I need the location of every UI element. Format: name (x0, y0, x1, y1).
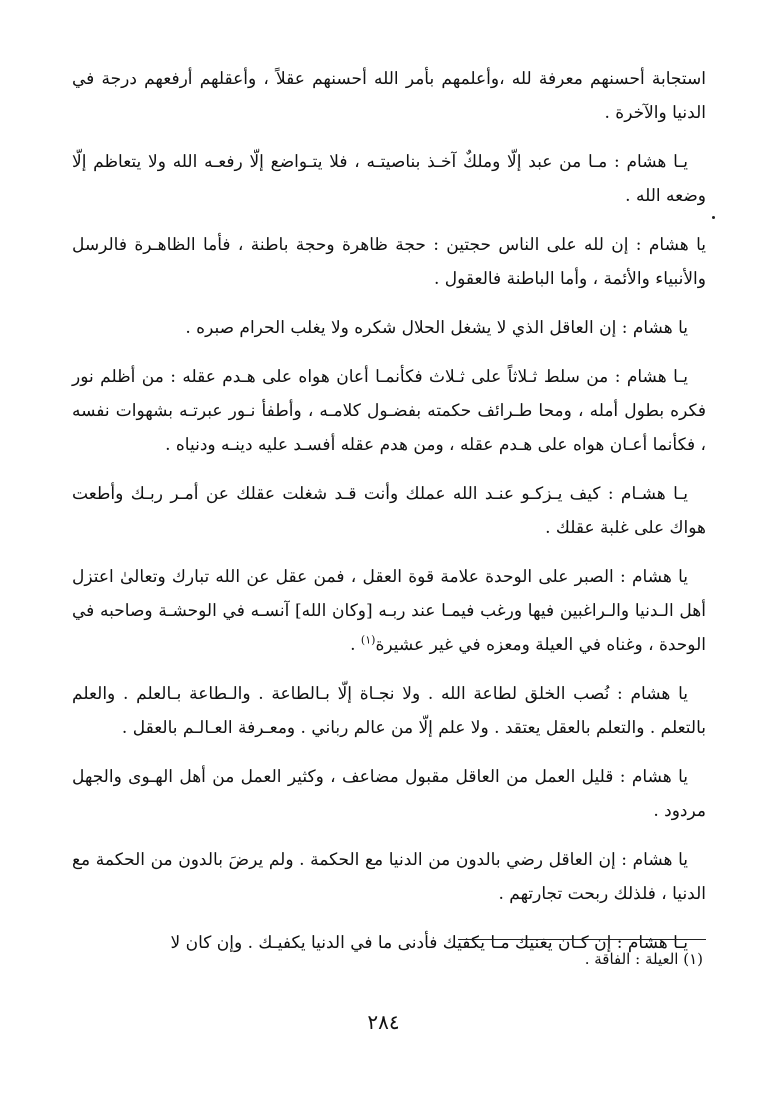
paragraph: يا هشام : قليل العمل من العاقل مقبول مضاعف ، وكثير العمل من أهل الهـوى والجهل مردود . (72, 767, 706, 821)
footnote-divider (458, 939, 706, 940)
footnote: (١) العيلة : الفاقة . (584, 950, 703, 968)
paragraph-text: يا هشام : الصبر على الوحدة علامة قوة العقل ، فمن عقل عن الله تبارك وتعالىٰ اعتزل أهل الـدنيا والـراغبين فيها ورغب فيمـا عند ربـه [وكان الله] آنسـه في الوحشـة وصاحبه في الوحدة ، وغناه في العيلة ومعزه في غير عشيرة (72, 567, 706, 655)
paragraph: يـا هشام : إن كـان يغنيك مـا يكفيك فأدنى ما في الدنيا يكفيـك . وإن كان لا (170, 933, 688, 953)
footnote-reference[interactable]: (١) (360, 633, 376, 647)
paragraph-with-note (72, 560, 706, 662)
paragraph: يـا هشام : من سلط ثـلاثاً على ثـلاث فكأنمـا أعان هواه على هـدم عقله : من أظلم نور فكره بطول أمله ، ومحا طـرائف حكمته بفضـول كلامـه ، وأطفأ نـور عبرتـه بشهوات نفسه ، فكأنما أعـان هواه على هـدم عقله ، ومن هدم عقله أفسـد عليه دينـه ودنياه . (72, 367, 706, 455)
paragraph-tail: . (350, 635, 361, 655)
page-number: ٢٨٤ (367, 1010, 400, 1034)
paragraph: يـا هشام : مـا من عبد إلّا وملكٌ آخـذ بناصيتـه ، فلا يتـواضع إلّا رفعـه الله ولا يتعاظم إلّا وضعه الله . (72, 152, 706, 206)
page-body (72, 62, 706, 975)
paragraph: يا هشام : إن العاقل الذي لا يشغل الحلال شكره ولا يغلب الحرام صبره . (185, 318, 688, 338)
paragraph: يا هشام : نُصب الخلق لطاعة الله . ولا نجـاة إلّا بـالطاعة . والـطاعة بـالعلم . والعلم بالتعلم . والتعلم بالعقل يعتقد . ولا علم إلّا من عالم رباني . ومعـرفة العـالـم بالعقل . (72, 684, 706, 738)
paragraph: استجابة أحسنهم معرفة لله ،وأعلمهم بأمر الله أحسنهم عقلاً ، وأعقلهم أرفعهم درجة في الدنيا والآخرة . (72, 69, 706, 123)
paragraph: يـا هشـام : كيف يـزكـو عنـد الله عملك وأنت قـد شغلت عقلك عن أمـر ربـك وأطعت هواك على غلبة عقلك . (72, 484, 706, 538)
stray-mark (712, 216, 715, 219)
paragraph: يا هشام : إن لله على الناس حجتين : حجة ظاهرة وحجة باطنة ، فأما الظاهـرة فالرسل والأنبياء والأئمة ، وأما الباطنة فالعقول . (72, 235, 706, 289)
paragraph: يا هشام : إن العاقل رضي بالدون من الدنيا مع الحكمة . ولم يرضَ بالدون من الحكمة مع الدنيا ، فلذلك ربحت تجارتهم . (72, 850, 706, 904)
